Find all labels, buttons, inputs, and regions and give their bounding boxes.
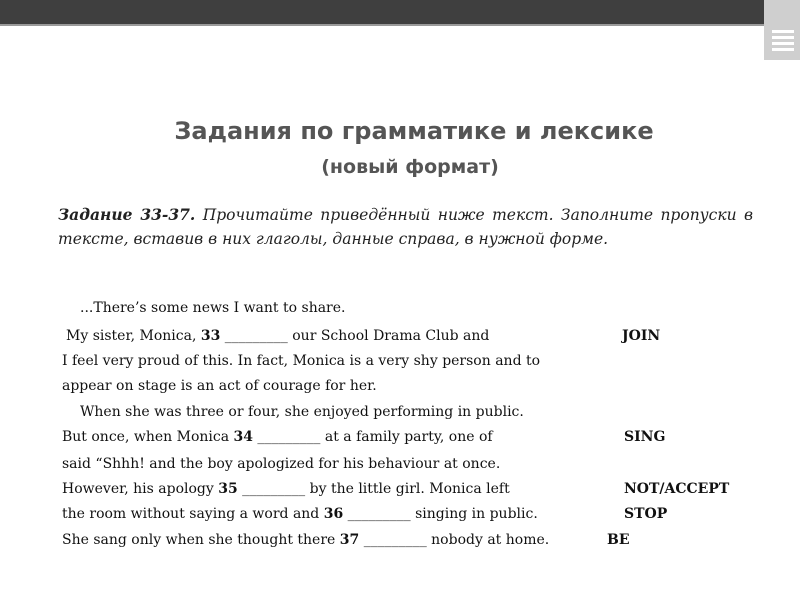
gap-number-34: 34 (233, 429, 253, 445)
corner-line (772, 42, 794, 45)
text-line (62, 481, 510, 497)
gap-number-35: 35 (218, 481, 238, 497)
gap-number-36: 36 (323, 506, 344, 522)
corner-line (772, 36, 794, 39)
text-line-1: ...There’s some news I want to share. (80, 300, 346, 316)
text-line (62, 532, 549, 548)
corner-decoration (764, 0, 800, 60)
verb-sing: SING (624, 429, 666, 445)
text-line-10-end: _________ nobody at home. (359, 532, 550, 548)
text-line-6-start: But once, when Monica (62, 429, 234, 445)
verb-join: JOIN (622, 328, 661, 344)
title-line-1: Задания по грамматике и лексике (174, 117, 654, 145)
text-line (62, 456, 500, 472)
text-line (62, 378, 377, 394)
text-line (62, 429, 493, 445)
text-line-9-end: _________ singing in public. (343, 506, 538, 522)
task-text: Прочитайте приведённый ниже текст. Заполните пропуски в тексте, вставив в них глаголы, данные справа, в нужной форме. (58, 206, 753, 248)
text-line-8-start: However, his apology (62, 481, 219, 497)
corner-line (772, 30, 794, 33)
text-line-6-end: _________ at a family party, one of (252, 429, 493, 445)
verb-not-accept: NOT/ACCEPT (624, 481, 730, 497)
header-bar (0, 0, 800, 24)
text-line (66, 328, 489, 344)
text-line-10-start: She sang only when she thought there (62, 532, 340, 548)
text-line-7: said “Shhh! and the boy apologized for his behaviour at once. (62, 456, 501, 472)
task-label: Задание 33-37. (58, 205, 196, 224)
verb-be: BE (607, 532, 630, 548)
header-stripe (0, 24, 800, 26)
text-line-2-start: My sister, Monica, (66, 328, 201, 344)
text-line-5: When she was three or four, she enjoyed performing in public. (80, 404, 524, 420)
corner-line (772, 48, 794, 51)
text-line-9-start: the room without saying a word and (62, 506, 324, 522)
text-line (80, 300, 345, 316)
gap-number-37: 37 (339, 532, 360, 548)
text-line-8-end: _________ by the little girl. Monica left (237, 481, 510, 497)
title-line-2: (новый формат) (321, 156, 499, 178)
text-line (62, 353, 540, 369)
text-line (62, 506, 538, 522)
task-instruction (58, 203, 753, 251)
text-line-2-end: _________ our School Drama Club and (220, 328, 490, 344)
verb-stop: STOP (624, 506, 668, 522)
text-line-4: appear on stage is an act of courage for her. (62, 378, 377, 394)
slide-title (0, 116, 800, 180)
gap-number-33: 33 (200, 328, 221, 344)
text-line (80, 404, 524, 420)
text-line-3: I feel very proud of this. In fact, Monica is a very shy person and to (62, 353, 541, 369)
